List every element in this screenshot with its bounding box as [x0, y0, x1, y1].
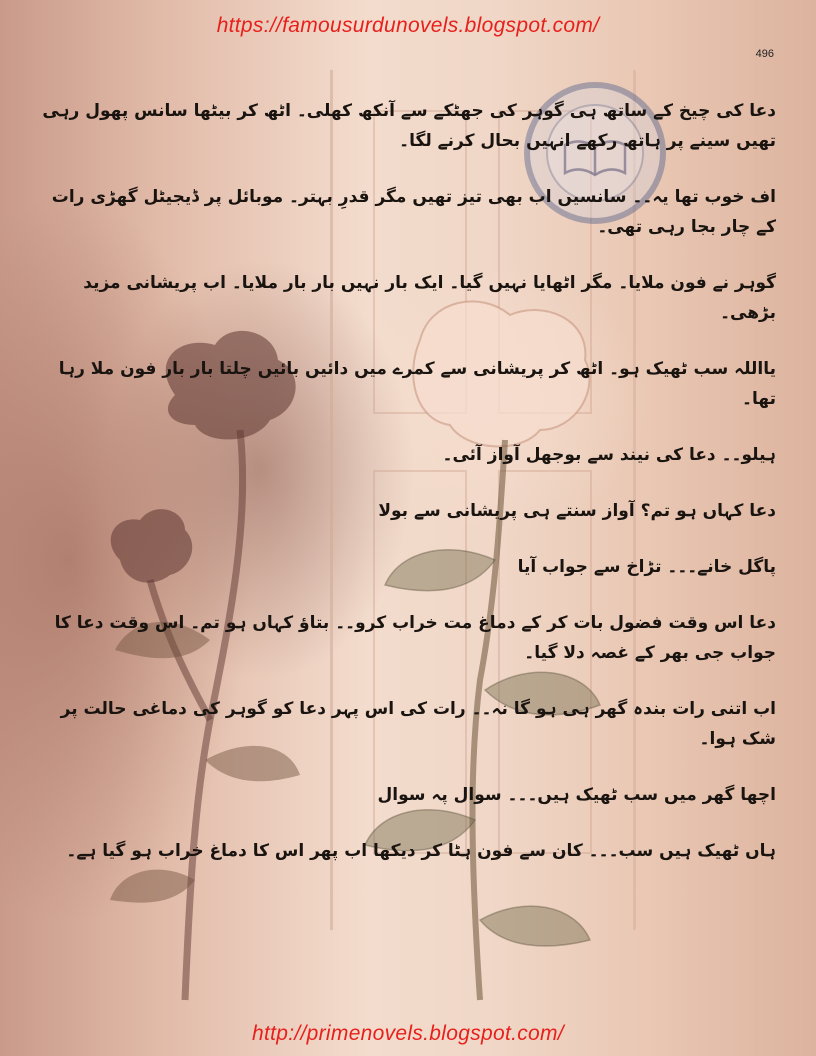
paragraph: دعا کہاں ہو تم؟ آواز سنتے ہی پریشانی سے بولا — [378, 501, 776, 521]
paragraph: ہیلو۔۔ دعا کی نیند سے بوجھل آواز آئی۔ — [442, 445, 776, 465]
paragraph: اب اتنی رات بندہ گھر ہی ہو گا نہ۔۔ رات کی اس پہر دعا کو گوہر کی دماغی حالت پر شک ہوا۔ — [60, 699, 776, 749]
paragraph: یااللہ سب ٹھیک ہو۔ اٹھ کر پریشانی سے کمرے میں دائیں بائیں چلتا بار بار فون ملا رہا تھا۔ — [58, 359, 776, 409]
footer-blog-url[interactable]: http://primenovels.blogspot.com/ — [252, 1022, 564, 1045]
rose-leaf — [480, 906, 590, 946]
paragraph: ہاں ٹھیک ہیں سب۔۔۔ کان سے فون ہٹا کر دیکھا اب پھر اس کا دماغ خراب ہو گیا ہے۔ — [66, 841, 776, 861]
paragraph: گوہر نے فون ملایا۔ مگر اٹھایا نہیں گیا۔ ایک بار نہیں بار بار ملایا۔ اب پریشانی مزید بڑھی۔ — [83, 273, 776, 323]
paragraph: پاگل خانے۔۔۔ تڑاخ سے جواب آیا — [517, 557, 776, 577]
paragraph: دعا کی چیخ کے ساتھ ہی گوہر کی جھٹکے سے آنکھ کھلی۔ اٹھ کر بیٹھا سانس پھول رہی تھیں سینے پر ہاتھ رکھے انہیں بحال کرنے لگا۔ — [42, 101, 776, 151]
page-number: 496 — [755, 48, 774, 60]
paragraph: اچھا گھر میں سب ٹھیک ہیں۔۔۔ سوال پہ سوال — [377, 785, 776, 805]
paragraph: اف خوب تھا یہ۔۔ سانسیں اب بھی تیز تھیں مگر قدرِ بہتر۔ موبائل پر ڈیجیٹل گھڑی رات کے چار بجا رہی تھی۔ — [51, 187, 776, 237]
paragraph: دعا اس وقت فضول بات کر کے دماغ مت خراب کرو۔۔ بتاؤ کہاں ہو تم۔ اس وقت دعا کا جواب جی بھر کے غصہ دلا گیا۔ — [54, 613, 776, 663]
header-blog-url[interactable]: https://famousurdunovels.blogspot.com/ — [216, 14, 600, 37]
story-text — [40, 96, 776, 890]
